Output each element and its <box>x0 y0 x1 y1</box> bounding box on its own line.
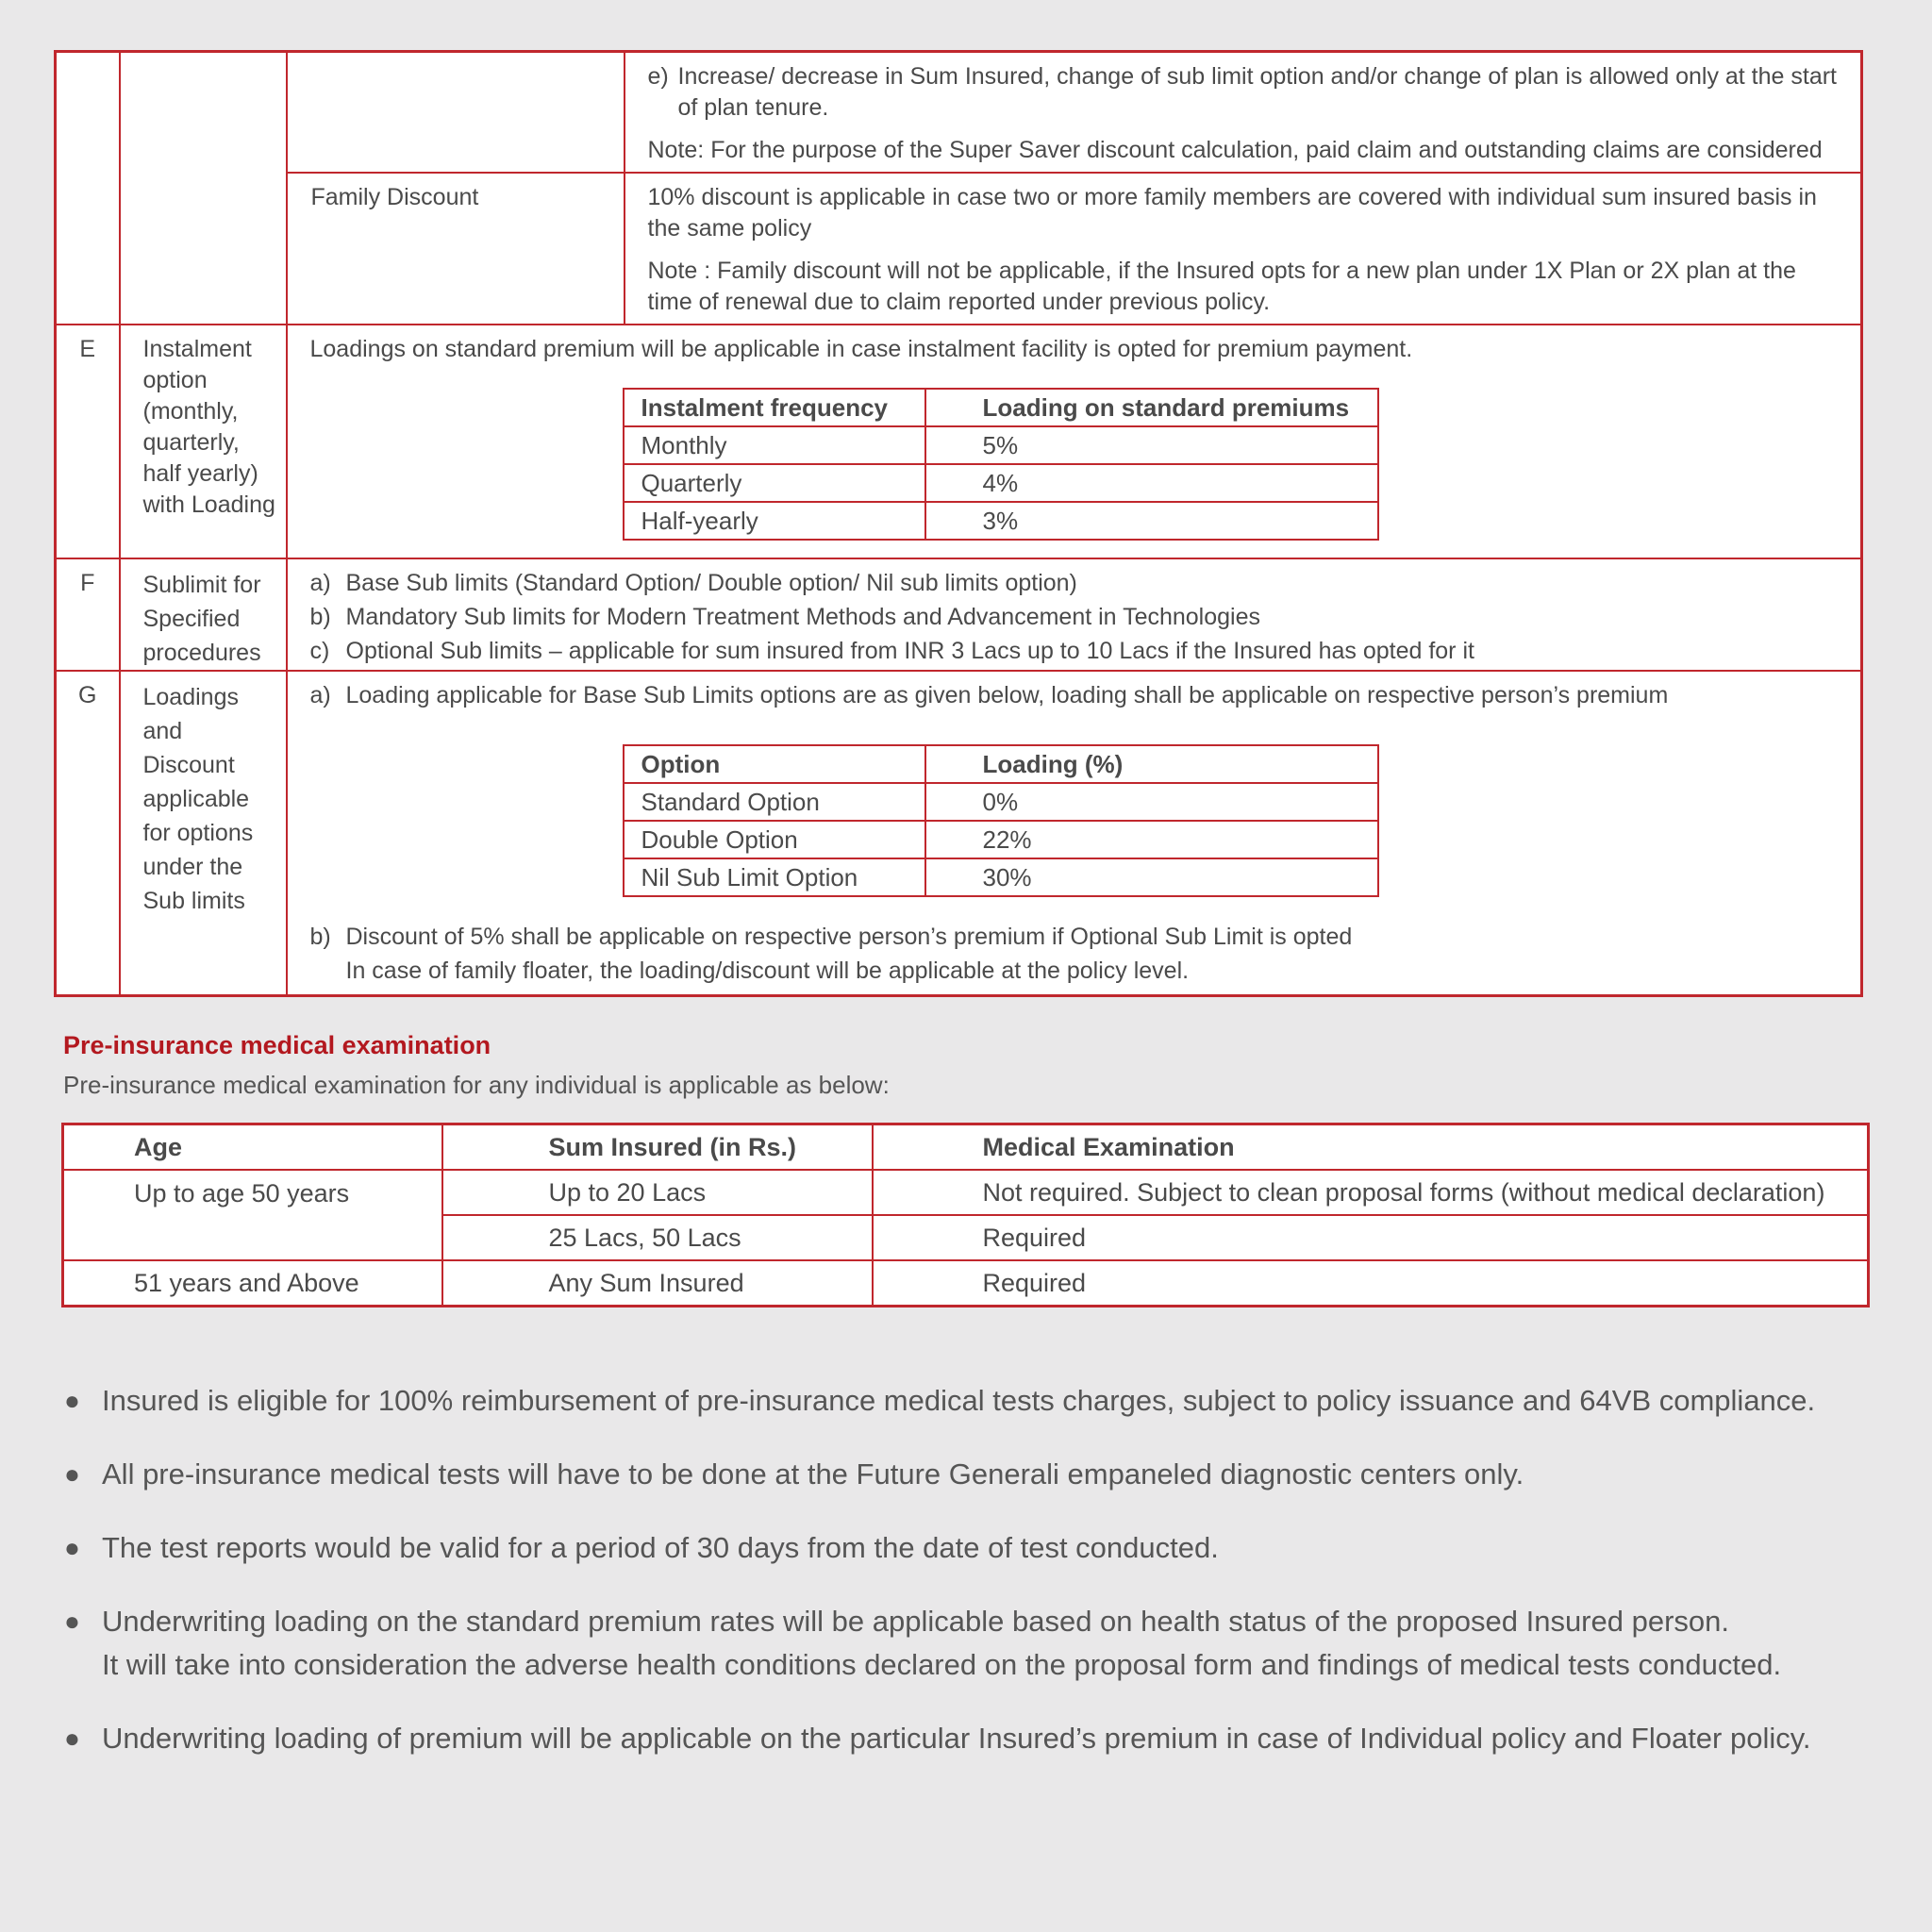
bullet-icon: ● <box>64 1386 80 1415</box>
table-cell: 51 years and Above <box>63 1260 442 1307</box>
subtitle-cell <box>287 52 625 174</box>
list-text: Optional Sub limits – applicable for sum insured from INR 3 Lacs up to 10 Lacs if the Insured has opted for it <box>345 638 1474 664</box>
note-text: Note : Family discount will not be applicable, if the Insured opts for a new plan under 1X Plan or 2X plan at the time of renewal due to claim reported under previous policy. <box>647 258 1796 315</box>
table-cell: Double Option <box>624 821 925 858</box>
row-title: Loadings and Discount applicable for options under the Sub limits <box>142 684 254 914</box>
list-label: a) <box>309 570 331 596</box>
description-cell <box>287 558 1862 671</box>
list-text: Insured is eligible for 100% reimbursement of pre-insurance medical tests charges, subject to policy issuance and 64VB compliance. <box>102 1384 1816 1417</box>
list-text: The test reports would be valid for a period of 30 days from the date of test conducted. <box>102 1531 1219 1564</box>
list-text <box>102 1600 1781 1687</box>
row-title-cell <box>120 325 287 558</box>
description-cell <box>625 52 1862 174</box>
bullet-icon: ● <box>64 1724 80 1753</box>
table-header: Sum Insured (in Rs.) <box>442 1124 873 1171</box>
list-label: a) <box>309 682 331 708</box>
list-text: All pre-insurance medical tests will have to be done at the Future Generali empaneled diagnostic centers only. <box>102 1457 1524 1491</box>
table-cell: 30% <box>925 858 1378 896</box>
table-row <box>56 671 1862 995</box>
list-item <box>64 1600 1875 1687</box>
bullet-icon: ● <box>64 1607 80 1636</box>
list-item <box>310 920 1844 988</box>
table-row <box>624 783 1378 821</box>
table-cell: Monthly <box>624 426 925 464</box>
table-cell: Required <box>873 1215 1869 1260</box>
table-row <box>624 502 1378 540</box>
list-label: c) <box>309 638 330 664</box>
table-row <box>56 173 1862 325</box>
note-text: Note: For the purpose of the Super Saver discount calculation, paid claim and outstanding claims are considered <box>647 137 1823 163</box>
medical-exam-table <box>61 1123 1870 1307</box>
table-cell: Up to age 50 years <box>63 1170 442 1260</box>
list-text-line: It will take into consideration the adverse health conditions declared on the proposal form and findings of medical tests conducted. <box>102 1648 1782 1681</box>
list-text-line: In case of family floater, the loading/discount will be applicable at the policy level. <box>345 958 1190 984</box>
list-text-line: Discount of 5% shall be applicable on respective person’s premium if Optional Sub Limit is opted <box>345 924 1353 950</box>
table-row <box>56 558 1862 671</box>
list-item <box>310 566 1844 600</box>
list-text: Base Sub limits (Standard Option/ Double option/ Nil sub limits option) <box>345 570 1077 596</box>
table-header: Medical Examination <box>873 1124 1869 1171</box>
list-text-line: Underwriting loading on the standard premium rates will be applicable based on health status of the proposed Insured person. <box>102 1605 1729 1638</box>
table-cell: 22% <box>925 821 1378 858</box>
list-label: b) <box>309 924 331 950</box>
family-discount-label: Family Discount <box>310 184 479 210</box>
title-cell <box>120 52 287 325</box>
table-cell: 0% <box>925 783 1378 821</box>
table-header-row <box>624 745 1378 783</box>
bullet-icon: ● <box>64 1459 80 1489</box>
table-header: Age <box>63 1124 442 1171</box>
table-cell: 4% <box>925 464 1378 502</box>
list-item <box>310 678 1844 712</box>
section-intro: Pre-insurance medical examination for any individual is applicable as below: <box>63 1071 890 1099</box>
list-item <box>310 600 1844 634</box>
instalment-text: Loadings on standard premium will be applicable in case instalment facility is opted for premium payment. <box>309 336 1413 362</box>
table-header: Instalment frequency <box>624 389 925 426</box>
row-letter: G <box>56 671 120 995</box>
notes-list <box>64 1379 1875 1790</box>
row-title-cell <box>120 671 287 995</box>
list-label: e) <box>647 63 669 90</box>
row-letter: F <box>56 558 120 671</box>
table-row <box>63 1170 1869 1215</box>
list-text: Underwriting loading of premium will be applicable on the particular Insured’s premium in case of Individual policy and Floater policy. <box>102 1722 1811 1755</box>
list-text: Loading applicable for Base Sub Limits options are as given below, loading shall be applicable on respective person’s premium <box>345 682 1669 708</box>
table-header: Option <box>624 745 925 783</box>
family-discount-text: 10% discount is applicable in case two or more family members are covered with individual sum insured basis in the same policy <box>647 184 1817 242</box>
table-cell: Nil Sub Limit Option <box>624 858 925 896</box>
list-item <box>64 1453 1875 1496</box>
table-row <box>624 821 1378 858</box>
row-title: Sublimit for Specified procedures <box>142 572 261 666</box>
sublimit-loading-table <box>623 744 1379 897</box>
list-label: b) <box>309 604 331 630</box>
letter-cell <box>56 52 120 325</box>
list-item <box>310 634 1844 668</box>
row-title: Instalment option (monthly, quarterly, half yearly) with Loading <box>142 336 275 518</box>
list-item <box>64 1526 1875 1570</box>
list-text: Mandatory Sub limits for Modern Treatment Methods and Advancement in Technologies <box>345 604 1261 630</box>
table-row <box>63 1260 1869 1307</box>
table-cell: 25 Lacs, 50 Lacs <box>442 1215 873 1260</box>
table-header-row <box>624 389 1378 426</box>
table-header: Loading (%) <box>925 745 1378 783</box>
list-item <box>64 1379 1875 1423</box>
table-cell: Any Sum Insured <box>442 1260 873 1307</box>
table-cell: Not required. Subject to clean proposal forms (without medical declaration) <box>873 1170 1869 1215</box>
subtitle-cell <box>287 173 625 325</box>
table-row <box>624 858 1378 896</box>
table-cell: Required <box>873 1260 1869 1307</box>
table-cell: 5% <box>925 426 1378 464</box>
description-cell <box>625 173 1862 325</box>
description-cell <box>287 325 1862 558</box>
table-header-row <box>63 1124 1869 1171</box>
table-row <box>56 52 1862 174</box>
list-text <box>346 920 1353 988</box>
row-title-cell <box>120 558 287 671</box>
table-cell: Standard Option <box>624 783 925 821</box>
table-cell: Up to 20 Lacs <box>442 1170 873 1215</box>
table-row <box>56 325 1862 558</box>
table-row <box>624 426 1378 464</box>
bullet-icon: ● <box>64 1533 80 1562</box>
table-cell: Quarterly <box>624 464 925 502</box>
table-cell: 3% <box>925 502 1378 540</box>
list-item <box>64 1717 1875 1760</box>
table-row <box>624 464 1378 502</box>
instalment-table <box>623 388 1379 541</box>
row-letter: E <box>56 325 120 558</box>
benefits-table <box>54 50 1863 997</box>
table-cell: Half-yearly <box>624 502 925 540</box>
description-cell <box>287 671 1862 995</box>
list-text: Increase/ decrease in Sum Insured, change of sub limit option and/or change of plan is allowed only at the start of plan tenure. <box>677 63 1838 121</box>
section-title: Pre-insurance medical examination <box>63 1031 491 1059</box>
table-header: Loading on standard premiums <box>925 389 1378 426</box>
